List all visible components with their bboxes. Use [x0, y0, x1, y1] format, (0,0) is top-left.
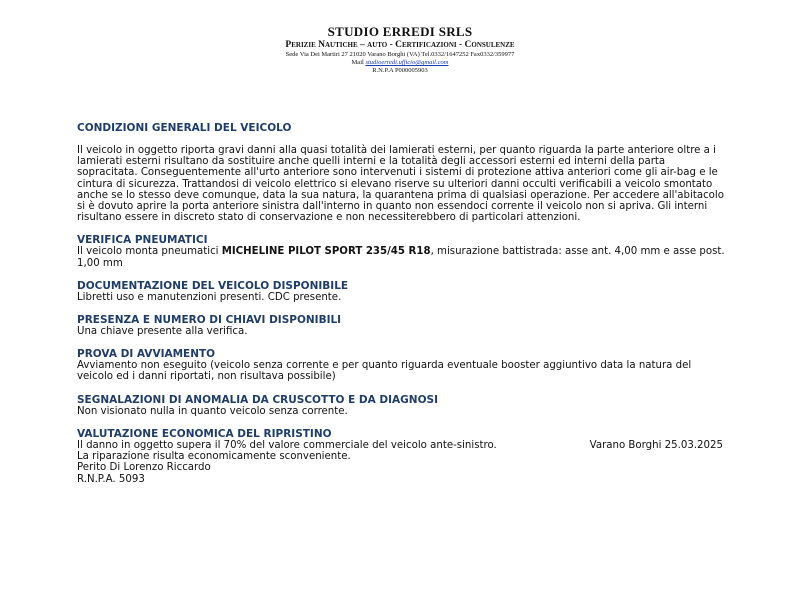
company-tagline: Perizie Nautiche – auto - Certificazioni - Consulenze [285, 40, 515, 50]
mail-link[interactable]: studioerredi.ufficio@gmail.com [365, 59, 449, 66]
section-text-dashboard-anomalies: Non visionato nulla in quanto veicolo senza corrente. [77, 405, 348, 417]
tyres-text-pre: Il veicolo monta pneumatici [77, 246, 222, 258]
company-name: STUDIO ERREDI SRLS [327, 24, 473, 39]
section-title-start-test: PROVA DI AVVIAMENTO [77, 348, 216, 361]
company-rnpa: R.N.P.A P000005903 [372, 67, 428, 74]
section-text-documentation: Libretti uso e manutenzioni presenti. CDC presente. [77, 291, 342, 303]
signature-block [77, 462, 211, 486]
letterhead [0, 24, 800, 75]
section-text-tyres [77, 246, 727, 268]
signature-name: Perito Di Lorenzo Riccardo [77, 462, 211, 473]
report-date: Varano Borghi 25.03.2025 [589, 440, 723, 451]
tyres-model: MICHELINE PILOT SPORT 235/45 R18 [221, 246, 431, 258]
signature-rnpa: R.N.P.A. 5093 [77, 474, 145, 485]
tyres-text-post: , misurazione battistrada: asse ant. 4,00 mm e asse post. 1,00 mm [77, 246, 725, 269]
section-title-keys: PRESENZA E NUMERO DI CHIAVI DISPONIBILI [77, 314, 342, 327]
section-title-economic-evaluation: VALUTAZIONE ECONOMICA DEL RIPRISTINO [77, 427, 332, 440]
section-title-general-conditions: CONDIZIONI GENERALI DEL VEICOLO [77, 122, 292, 134]
section-text-keys: Una chiave presente alla verifica. [77, 326, 248, 338]
section-text-economic-line1: Il danno in oggetto supera il 70% del valore commerciale del veicolo ante-sinistro. [77, 439, 497, 451]
section-text-start-test: Avviamento non eseguito (veicolo senza corrente e per quanto riguarda eventuale booster aggiuntivo data la natura del veicolo ed i danni riportati, non risultava possibile) [77, 360, 692, 383]
mail-label: Mail [351, 59, 366, 66]
company-mail [0, 59, 800, 67]
section-title-documentation: DOCUMENTAZIONE DEL VEICOLO DISPONIBILE [77, 279, 349, 292]
section-title-tyres: VERIFICA PNEUMATICI [77, 234, 208, 247]
section-text-general-conditions: Il veicolo in oggetto riporta gravi danni alla quasi totalità dei lamierati esterni, per quanto riguarda la parte anteriore oltre a i lamierati esterni risultano da sostituire anche quelli interni e la totalità degli accessori esterni ed interni della parta sopracitata. Conseguentemente all'urto anteriore sono intervenuti i sistemi di protezione attiva anteriori come gli air-bag e le cintura di sicurezza. Trattandosi di veicolo elettrico si elevano riserve su ulteriori danni occulti verificabili a veicolo smontato anche se lo stesso deve comunque, data la sua natura, la quarantena prima di qualsiasi operazione. Per accedere all'abitacolo si è dovuto aprire la porta anteriore sinistra dall'interno in quanto non essendoci corrente il veicolo non si apriva. Gli interni risultano essere in discreto stato di conservazione e non necessiterebbero di particolari attenzioni. [77, 145, 724, 224]
section-text-economic-line2: La riparazione risulta economicamente sconveniente. [77, 451, 351, 463]
section-title-dashboard-anomalies: SEGNALAZIONI DI ANOMALIA DA CRUSCOTTO E DA DIAGNOSI [77, 393, 438, 406]
company-address: Sede Via Dei Martiri 27 21020 Varano Borghi (VA) Tel.0332/1647252 Fax0332/359977 [285, 51, 515, 58]
report-body [77, 122, 727, 462]
